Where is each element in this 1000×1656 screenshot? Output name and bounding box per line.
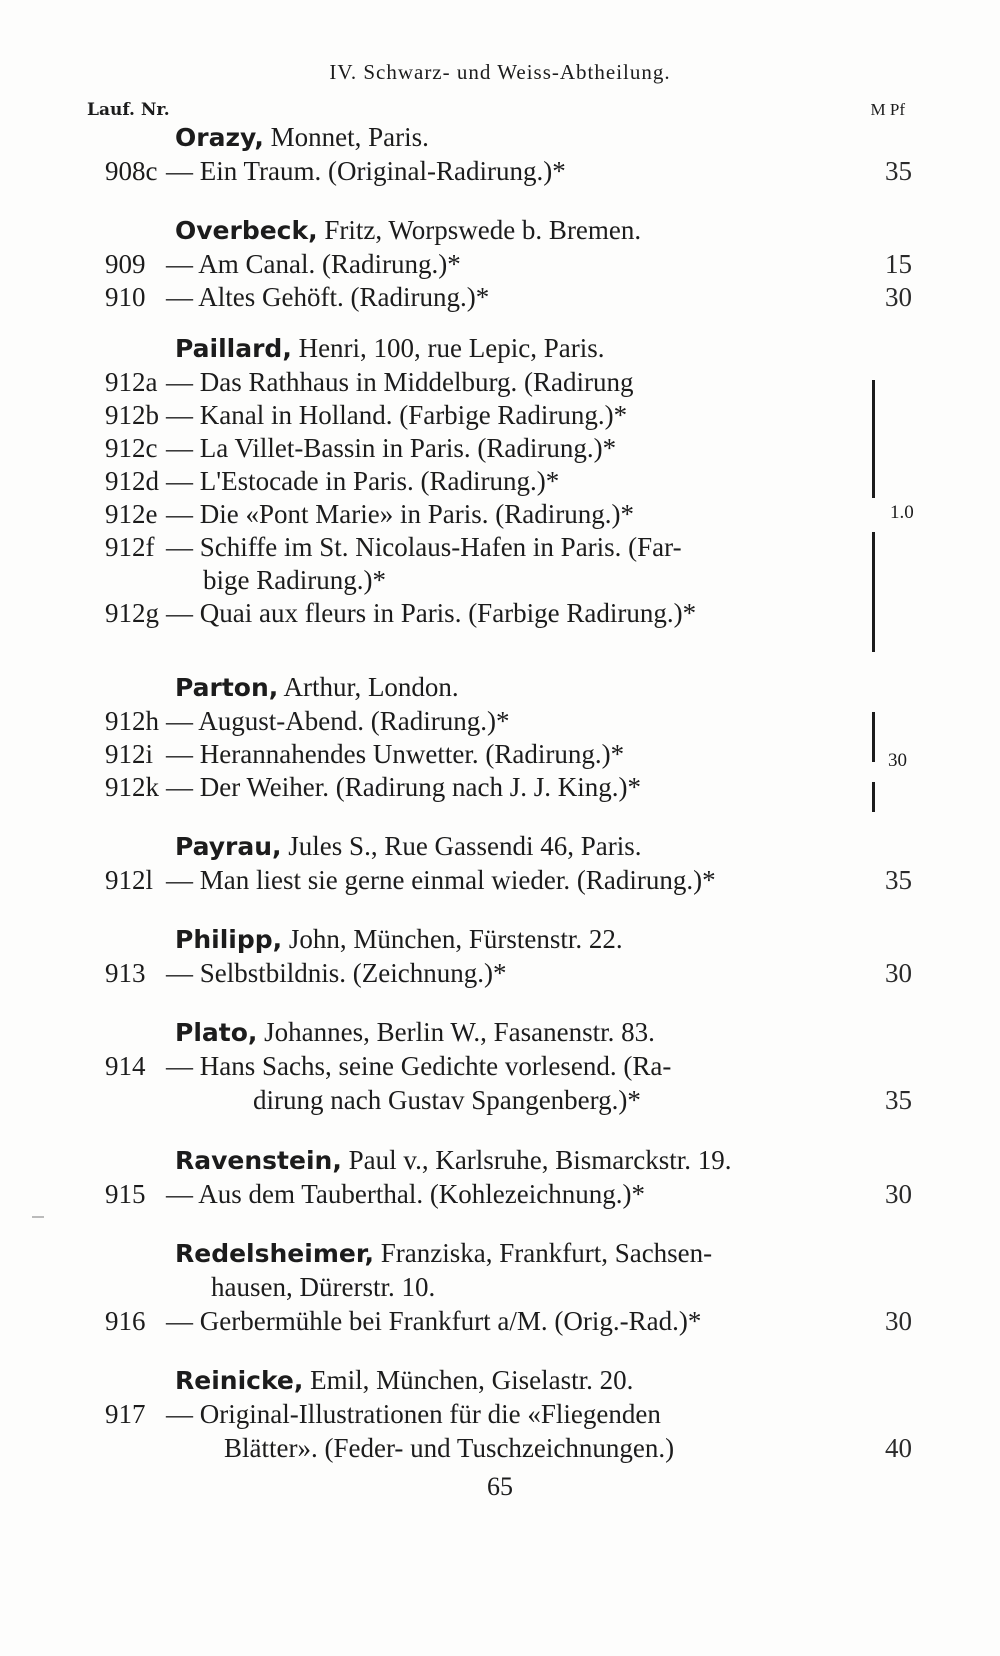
artist-name: Redelsheimer, [175, 1239, 374, 1268]
item-number: 912f [105, 532, 155, 562]
page-number: 65 [487, 1472, 513, 1501]
item-price: 30 [885, 282, 912, 312]
column-label-price: M Pf [870, 100, 905, 119]
artist-name: Parton, [175, 673, 279, 702]
item-title: — Original-Illustrationen für die «Fliegenden [166, 1399, 661, 1429]
item-title: — Die «Pont Marie» in Paris. (Radirung.)* [166, 499, 634, 529]
item-title: — Selbstbildnis. (Zeichnung.)* [166, 958, 507, 988]
item-number: 912c [105, 433, 158, 463]
artist-name: Payrau, [175, 832, 282, 861]
item-title-continuation: Blätter». (Feder- und Tuschzeichnungen.) [224, 1433, 675, 1463]
item-title: — Kanal in Holland. (Farbige Radirung.)* [166, 400, 628, 430]
catalog-item [0, 1179, 1000, 1213]
item-price: 35 [885, 1085, 912, 1115]
item-number: 916 [105, 1306, 146, 1336]
group-bracket-lower [872, 532, 875, 652]
catalog-item-continuation [0, 1433, 1000, 1467]
group-bracket-upper [872, 712, 875, 762]
item-title: — Quai aux fleurs in Paris. (Farbige Radirung.)* [166, 598, 697, 628]
artist-address: Johannes, Berlin W., Fasanenstr. 83. [257, 1017, 655, 1047]
item-number: 912b [105, 400, 159, 430]
catalog-item [0, 400, 1000, 434]
item-title: — La Villet-Bassin in Paris. (Radirung.)* [166, 433, 617, 463]
artist-address: John, München, Fürstenstr. 22. [282, 924, 623, 954]
item-number: 912i [105, 739, 154, 769]
catalog-item [0, 367, 1000, 401]
item-price: 30 [885, 1306, 912, 1336]
item-title: — Der Weiher. (Radirung nach J. J. King.)* [166, 772, 641, 802]
artist-address: Emil, München, Giselastr. 20. [303, 1365, 634, 1395]
catalog-item [0, 249, 1000, 283]
artist-name: Ravenstein, [175, 1146, 342, 1175]
running-title: IV. Schwarz- und Weiss-Abtheilung. [329, 60, 671, 84]
item-title: — Hans Sachs, seine Gedichte vorlesend. (Ra- [166, 1051, 672, 1081]
catalog-item [0, 706, 1000, 740]
item-title-continuation: bige Radirung.)* [203, 565, 386, 595]
item-title: — Gerbermühle bei Frankfurt a/M. (Orig.-Rad.)* [166, 1306, 702, 1336]
artist-heading [175, 1017, 655, 1048]
artist-address: Franziska, Frankfurt, Sachsen- [374, 1238, 713, 1268]
artist-heading [175, 122, 429, 153]
item-number: 914 [105, 1051, 146, 1081]
item-number: 910 [105, 282, 146, 312]
artist-name: Plato, [175, 1018, 258, 1047]
artist-address-continuation: hausen, Dürerstr. 10. [211, 1272, 436, 1302]
group-price: 1.0 [890, 502, 914, 523]
item-title-continuation: dirung nach Gustav Spangenberg.)* [253, 1085, 641, 1115]
item-number: 917 [105, 1399, 146, 1429]
item-number: 912d [105, 466, 159, 496]
item-title: — Am Canal. (Radirung.)* [166, 249, 461, 279]
catalog-item [0, 1399, 1000, 1433]
artist-heading [175, 1238, 712, 1269]
group-price: 30 [888, 750, 907, 771]
item-price: 40 [885, 1433, 912, 1463]
artist-name: Overbeck, [175, 216, 318, 245]
item-title: — Herannahendes Unwetter. (Radirung.)* [166, 739, 625, 769]
item-title: — Ein Traum. (Original-Radirung.)* [166, 156, 566, 186]
group-bracket-upper [872, 380, 875, 498]
catalog-item [0, 598, 1000, 632]
catalog-item [0, 1051, 1000, 1085]
artist-name: Reinicke, [175, 1366, 304, 1395]
catalog-item [0, 958, 1000, 992]
artist-address: Paul v., Karlsruhe, Bismarckstr. 19. [341, 1145, 732, 1175]
item-price: 30 [885, 1179, 912, 1209]
catalog-item-continuation [0, 565, 1000, 599]
catalog-item [0, 532, 1000, 566]
group-bracket-lower [872, 782, 875, 812]
artist-heading [175, 924, 623, 955]
item-number: 912e [105, 499, 158, 529]
catalog-item [0, 282, 1000, 316]
item-number: 909 [105, 249, 146, 279]
item-title: — L'Estocade in Paris. (Radirung.)* [166, 466, 560, 496]
item-title: — Man liest sie gerne einmal wieder. (Radirung.)* [166, 865, 716, 895]
item-price: 35 [885, 156, 912, 186]
item-number: 912l [105, 865, 154, 895]
item-title: — Altes Gehöft. (Radirung.)* [166, 282, 490, 312]
item-price: 35 [885, 865, 912, 895]
catalog-item [0, 156, 1000, 190]
item-number: 908c [105, 156, 158, 186]
catalog-item [0, 499, 1000, 533]
margin-mark [32, 1216, 44, 1218]
item-number: 915 [105, 1179, 146, 1209]
item-number: 912g [105, 598, 159, 628]
artist-address: Fritz, Worpswede b. Bremen. [317, 215, 642, 245]
artist-name: Paillard, [175, 334, 292, 363]
item-price: 15 [885, 249, 912, 279]
item-title: — August-Abend. (Radirung.)* [166, 706, 510, 736]
artist-heading [175, 1365, 633, 1396]
artist-heading [175, 333, 605, 364]
item-title: — Schiffe im St. Nicolaus-Hafen in Paris. (Far- [166, 532, 682, 562]
artist-address: Arthur, London. [278, 672, 459, 702]
item-price: 30 [885, 958, 912, 988]
item-title: — Das Rathhaus in Middelburg. (Radirung [166, 367, 634, 397]
item-title: — Aus dem Tauberthal. (Kohlezeichnung.)* [166, 1179, 645, 1209]
catalog-item-continuation [0, 1085, 1000, 1119]
artist-heading [175, 1145, 732, 1176]
item-number: 913 [105, 958, 146, 988]
artist-address: Monnet, Paris. [263, 122, 429, 152]
item-number: 912h [105, 706, 159, 736]
item-number: 912a [105, 367, 158, 397]
catalog-item [0, 772, 1000, 806]
artist-address: Henri, 100, rue Lepic, Paris. [291, 333, 605, 363]
artist-address: Jules S., Rue Gassendi 46, Paris. [281, 831, 642, 861]
column-label-number: Lauf. Nr. [87, 100, 170, 120]
artist-heading [175, 215, 641, 246]
catalog-item [0, 739, 1000, 773]
artist-heading [175, 831, 642, 862]
artist-heading [175, 672, 459, 703]
catalog-item [0, 1306, 1000, 1340]
item-number: 912k [105, 772, 159, 802]
catalog-item [0, 433, 1000, 467]
catalog-item [0, 865, 1000, 899]
artist-name: Orazy, [175, 123, 264, 152]
catalog-item [0, 466, 1000, 500]
artist-name: Philipp, [175, 925, 283, 954]
